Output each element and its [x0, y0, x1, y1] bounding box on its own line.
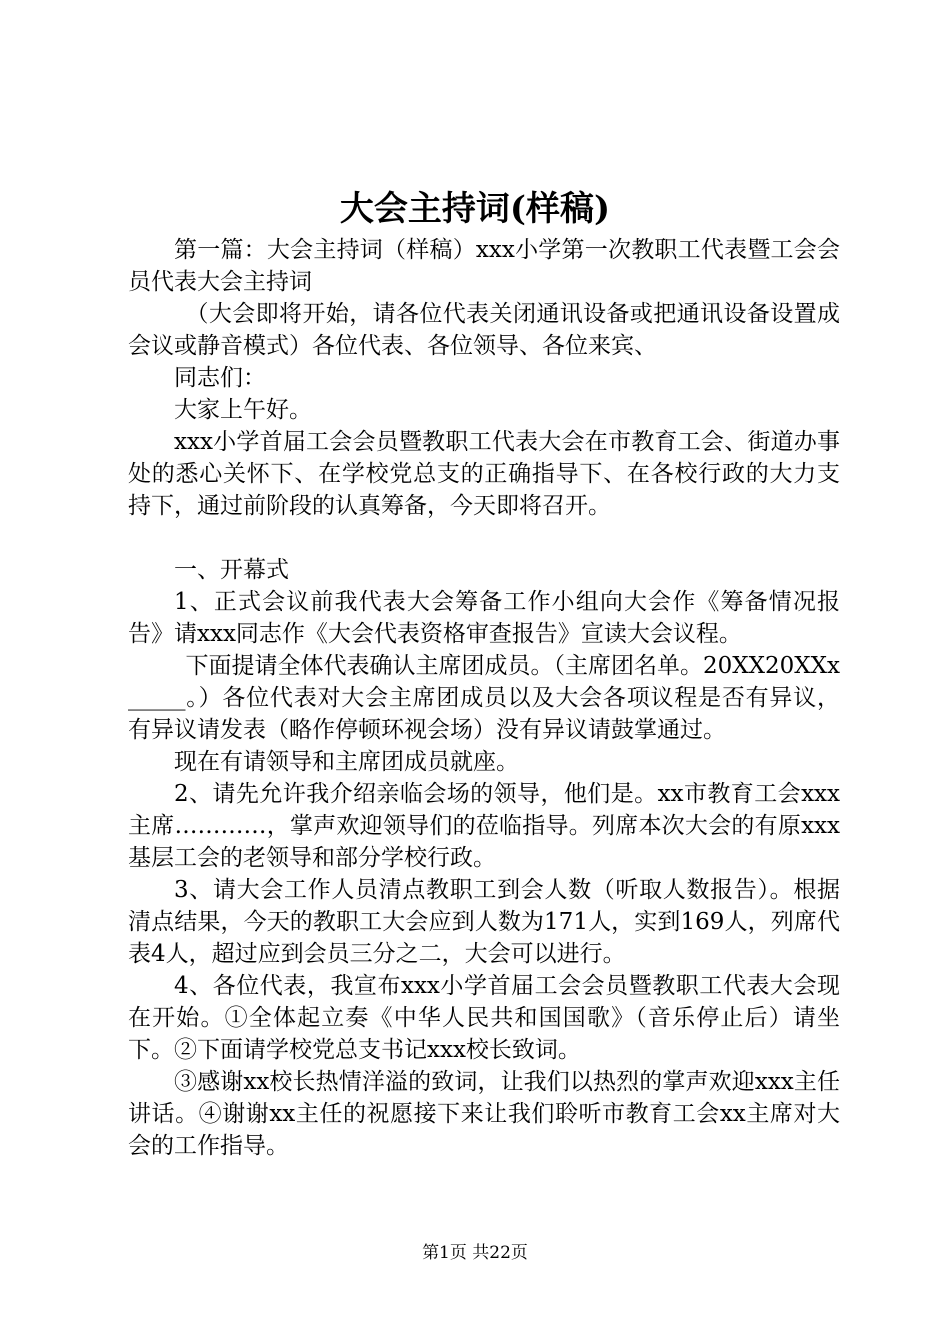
paragraph-notice: （大会即将开始，请各位代表关闭通讯设备或把通讯设备设置成会议或静音模式）各位代表、各位领导、各位来宾、: [128, 301, 840, 359]
paragraph-item-3: 3、请大会工作人员清点教职工到会人数（听取人数报告）。根据清点结果，今天的教职工大会应到人数为171人，实到169人，列席代表4人，超过应到会员三分之二，大会可以进行。: [128, 877, 840, 967]
paragraph-item-2: 2、请先允许我介绍亲临会场的领导，他们是。xx市教育工会xxx主席…………，掌声欢迎领导们的莅临指导。列席本次大会的有原xxx基层工会的老领导和部分学校行政。: [128, 781, 840, 871]
paragraph-item-4: 4、各位代表，我宣布xxx小学首届工会会员暨教职工代表大会现在开始。①全体起立奏《中华人民共和国国歌》（音乐停止后）请坐下。②下面请学校党总支书记xxx校长致词。: [128, 973, 840, 1063]
paragraph-opening-remarks: xxx小学首届工会会员暨教职工代表大会在市教育工会、街道办事处的悉心关怀下、在学校党总支的正确指导下、在各校行政的大力支持下，通过前阶段的认真筹备，今天即将召开。: [128, 429, 840, 519]
paragraph-greeting: 同志们：: [174, 365, 266, 391]
paragraph-intro: 第一篇：大会主持词（样稿）xxx小学第一次教职工代表暨工会会员代表大会主持词: [128, 237, 840, 295]
paragraph-item-1: 1、正式会议前我代表大会筹备工作小组向大会作《筹备情况报告》请xxx同志作《大会代表资格审查报告》宣读大会议程。: [128, 589, 840, 647]
paragraph-good-morning: 大家上午好。: [174, 397, 312, 423]
section-heading-opening: 一、开幕式: [174, 557, 289, 583]
document-title: 大会主持词(样稿): [339, 189, 611, 229]
paragraph-item-5: ③感谢xx校长热情洋溢的致词，让我们以热烈的掌声欢迎xxx主任讲话。④谢谢xx主任的祝愿接下来让我们聆听市教育工会xx主席对大会的工作指导。: [128, 1069, 840, 1159]
paragraph-seating: 现在有请领导和主席团成员就座。: [174, 749, 519, 775]
paragraph-presidium: 下面提请全体代表确认主席团成员。（主席团名单。20XX20XXx_____。）各位代表对大会主席团成员以及大会各项议程是否有异议，有异议请发表（略作停顿环视会场）没有异议请鼓掌通过。: [128, 653, 841, 743]
document-body: [128, 234, 840, 1162]
page-footer: 第1页 共22页: [422, 1243, 528, 1263]
